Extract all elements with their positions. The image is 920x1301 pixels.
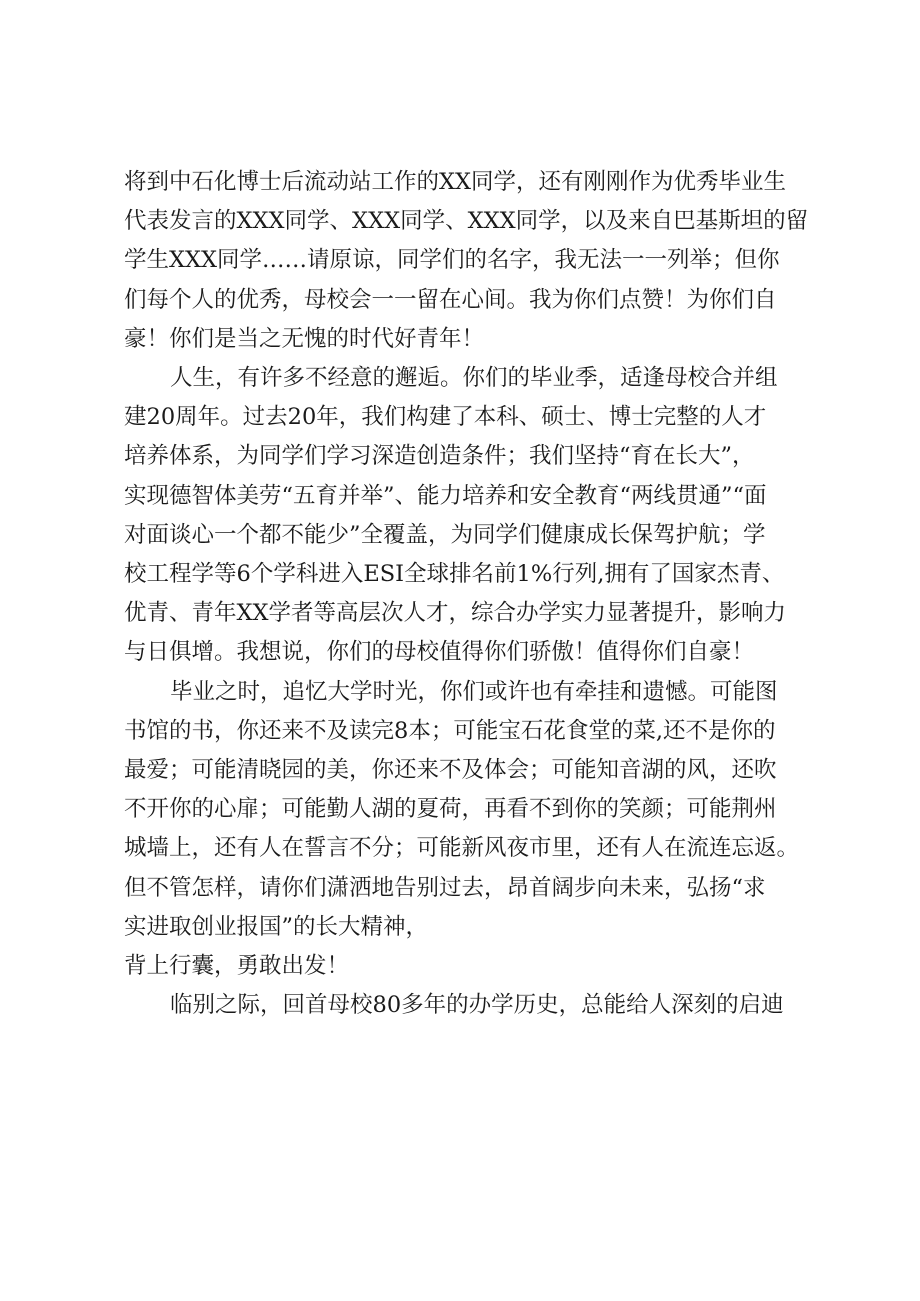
text-line: 豪！你们是当之无愧的时代好青年！ — [124, 325, 485, 352]
body-text — [124, 163, 824, 1025]
text-line: 建20周年。过去20年，我们构建了本科、硕士、博士完整的人才 — [124, 404, 767, 431]
text-line: 实现德智体美劳“五育并举”、能力培养和安全教育“两线贯通”“面 — [124, 482, 767, 509]
text-line: 最爱；可能清晓园的美，你还来不及体会；可能知音湖的风，还吹 — [124, 757, 777, 784]
text-line: 校工程学等6个学科进入ESI全球排名前1%行列,拥有了国家杰青、 — [124, 561, 785, 588]
text-line: 毕业之时，追忆大学时光，你们或许也有牵挂和遗憾。可能图 — [170, 678, 778, 705]
text-line: 背上行囊，勇敢出发！ — [124, 953, 350, 980]
text-line: 代表发言的XXX同学、XXX同学、XXX同学，以及来自巴基斯坦的留 — [124, 208, 809, 235]
text-line: 实进取创业报国”的长大精神， — [124, 913, 429, 940]
text-line: 培养体系，为同学们学习深造创造条件；我们坚持“育在长大”， — [124, 443, 755, 470]
text-line: 将到中石化博士后流动站工作的XX同学，还有刚刚作为优秀毕业生 — [124, 169, 787, 195]
text-line: 书馆的书，你还来不及读完8本；可能宝石花食堂的菜,还不是你的 — [124, 717, 776, 744]
text-line: 与日俱增。我想说，你们的母校值得你们骄傲！值得你们自豪！ — [124, 639, 755, 666]
paragraph — [124, 359, 824, 673]
paragraph — [124, 986, 824, 1025]
text-line: 临别之际，回首母校80多年的办学历史，总能给人深刻的启迪 — [170, 992, 784, 1019]
paragraph — [124, 673, 824, 947]
text-line: 城墙上，还有人在誓言不分；可能新风夜市里，还有人在流连忘返。 — [124, 835, 800, 862]
paragraph — [124, 947, 824, 986]
text-line: 人生，有许多不经意的邂逅。你们的毕业季，适逢母校合并组 — [170, 365, 778, 392]
paragraph — [124, 163, 824, 359]
text-line: 优青、青年XX学者等高层次人才，综合办学实力显著提升，影响力 — [124, 600, 787, 627]
text-line: 们每个人的优秀，母校会一一留在心间。我为你们点赞！为你们自 — [124, 286, 777, 313]
text-line: 对面谈心一个都不能少”全覆盖，为同学们健康成长保驾护航；学 — [124, 521, 766, 548]
text-line: 学生XXX同学……请原谅，同学们的名字，我无法一一列举；但你 — [124, 247, 780, 274]
text-line: 但不管怎样，请你们潇洒地告别过去，昂首阔步向未来，弘扬“求 — [124, 874, 766, 901]
text-line: 不开你的心扉；可能勤人湖的夏荷，再看不到你的笑颜；可能荆州 — [124, 796, 777, 823]
